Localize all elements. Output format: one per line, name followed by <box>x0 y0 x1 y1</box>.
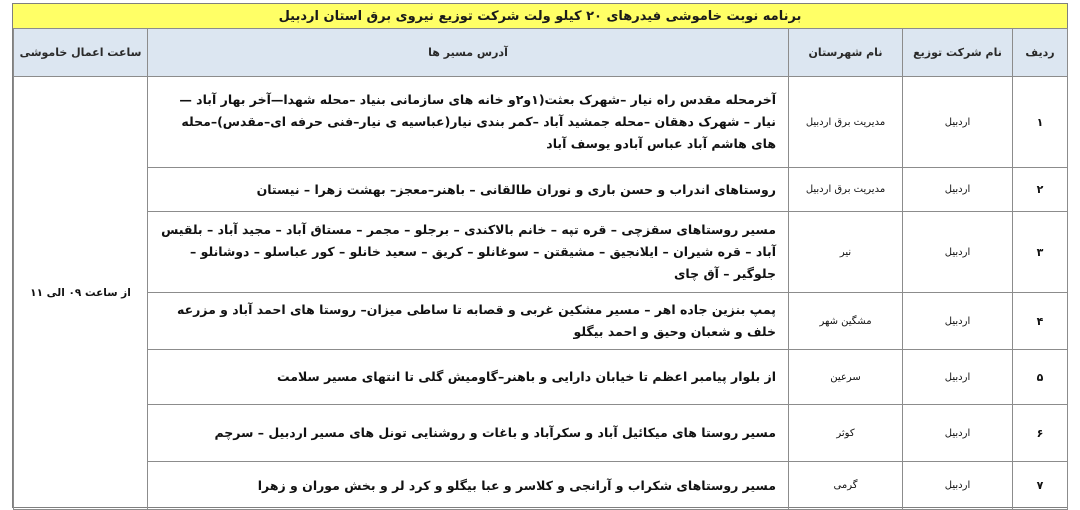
header-address: آدرس مسیر ها <box>148 29 789 77</box>
table-row <box>14 293 1068 350</box>
outage-schedule-sheet <box>12 3 1068 508</box>
outage-time-cell: از ساعت ۰۹ الی ۱۱ <box>14 77 148 510</box>
city-cell: نیر <box>789 212 903 293</box>
row-number: ۳ <box>1013 212 1068 293</box>
table-row <box>14 212 1068 293</box>
row-number: ۱ <box>1013 77 1068 168</box>
city-cell: مشگین شهر <box>789 293 903 350</box>
table-row <box>14 405 1068 462</box>
header-row <box>14 29 1068 77</box>
header-company: نام شرکت توزیع <box>903 29 1013 77</box>
row-number: ۷ <box>1013 462 1068 510</box>
schedule-title: برنامه نوبت خاموشی فیدرهای ۲۰ کیلو ولت شرکت توزیع نیروی برق استان اردبیل <box>13 4 1067 29</box>
city-cell: مدیریت برق اردبیل <box>789 77 903 168</box>
company-cell: اردبیل <box>903 77 1013 168</box>
header-row-number: ردیف <box>1013 29 1068 77</box>
city-cell: سرعین <box>789 350 903 405</box>
table-row <box>14 168 1068 212</box>
company-cell: اردبیل <box>903 168 1013 212</box>
address-cell: آخرمحله مقدس راه نیار –شهرک بعثت(۱و۲و خانه های سازمانی بنیاد –محله شهدا—آخر بهار آباد —نیار – شهرک دهقان –محله جمشید آباد –کمر بندی نیار(عباسیه ی نیار–فنی حرفه ای–مقدس)–محله های هاشم آباد عباس آبادو یوسف آباد <box>148 77 789 168</box>
address-cell: روستاهای اندراب و حسن باری و نوران طالقانی – باهنر–معجز– بهشت زهرا – نیستان <box>148 168 789 212</box>
header-city: نام شهرستان <box>789 29 903 77</box>
row-number: ۶ <box>1013 405 1068 462</box>
city-cell: مدیریت برق اردبیل <box>789 168 903 212</box>
company-cell: اردبیل <box>903 293 1013 350</box>
address-cell: مسیر روستاهای شکراب و آرانجی و کلاسر و عبا بیگلو و کرد لر و بخش موران و زهرا <box>148 462 789 510</box>
table-row <box>14 77 1068 168</box>
address-cell: از بلوار پیامبر اعظم تا خیابان دارایی و باهنر–گاومیش گلی تا انتهای مسیر سلامت <box>148 350 789 405</box>
address-cell: مسیر روستاهای سقزچی – قره تپه – خانم بالاکندی – برجلو – مجمر – مستاق آباد – مجید آباد – بلقیس آباد – قره شیران – ایلانجیق – مشیقتن – سوغانلو – کریق – سعید خانلو – کور عباسلو – دوشانلو – جلوگیر – آق چای <box>148 212 789 293</box>
header-time: ساعت اعمال خاموشی <box>14 29 148 77</box>
address-cell: پمپ بنزین جاده اهر – مسیر مشکین غربی و قصابه تا ساطی میزان– روستا های احمد آباد و مزرعه خلف و شعبان وحیق و احمد بیگلو <box>148 293 789 350</box>
address-cell: مسیر روستا های میکائیل آباد و سکرآباد و باغات و روشنایی تونل های مسیر اردبیل – سرچم <box>148 405 789 462</box>
row-number: ۵ <box>1013 350 1068 405</box>
row-number: ۲ <box>1013 168 1068 212</box>
city-cell: کوثر <box>789 405 903 462</box>
company-cell: اردبیل <box>903 350 1013 405</box>
city-cell: گرمی <box>789 462 903 510</box>
table-row <box>14 462 1068 510</box>
company-cell: اردبیل <box>903 462 1013 510</box>
company-cell: اردبیل <box>903 405 1013 462</box>
table-row <box>14 350 1068 405</box>
row-number: ۴ <box>1013 293 1068 350</box>
company-cell: اردبیل <box>903 212 1013 293</box>
outage-table <box>13 28 1068 510</box>
